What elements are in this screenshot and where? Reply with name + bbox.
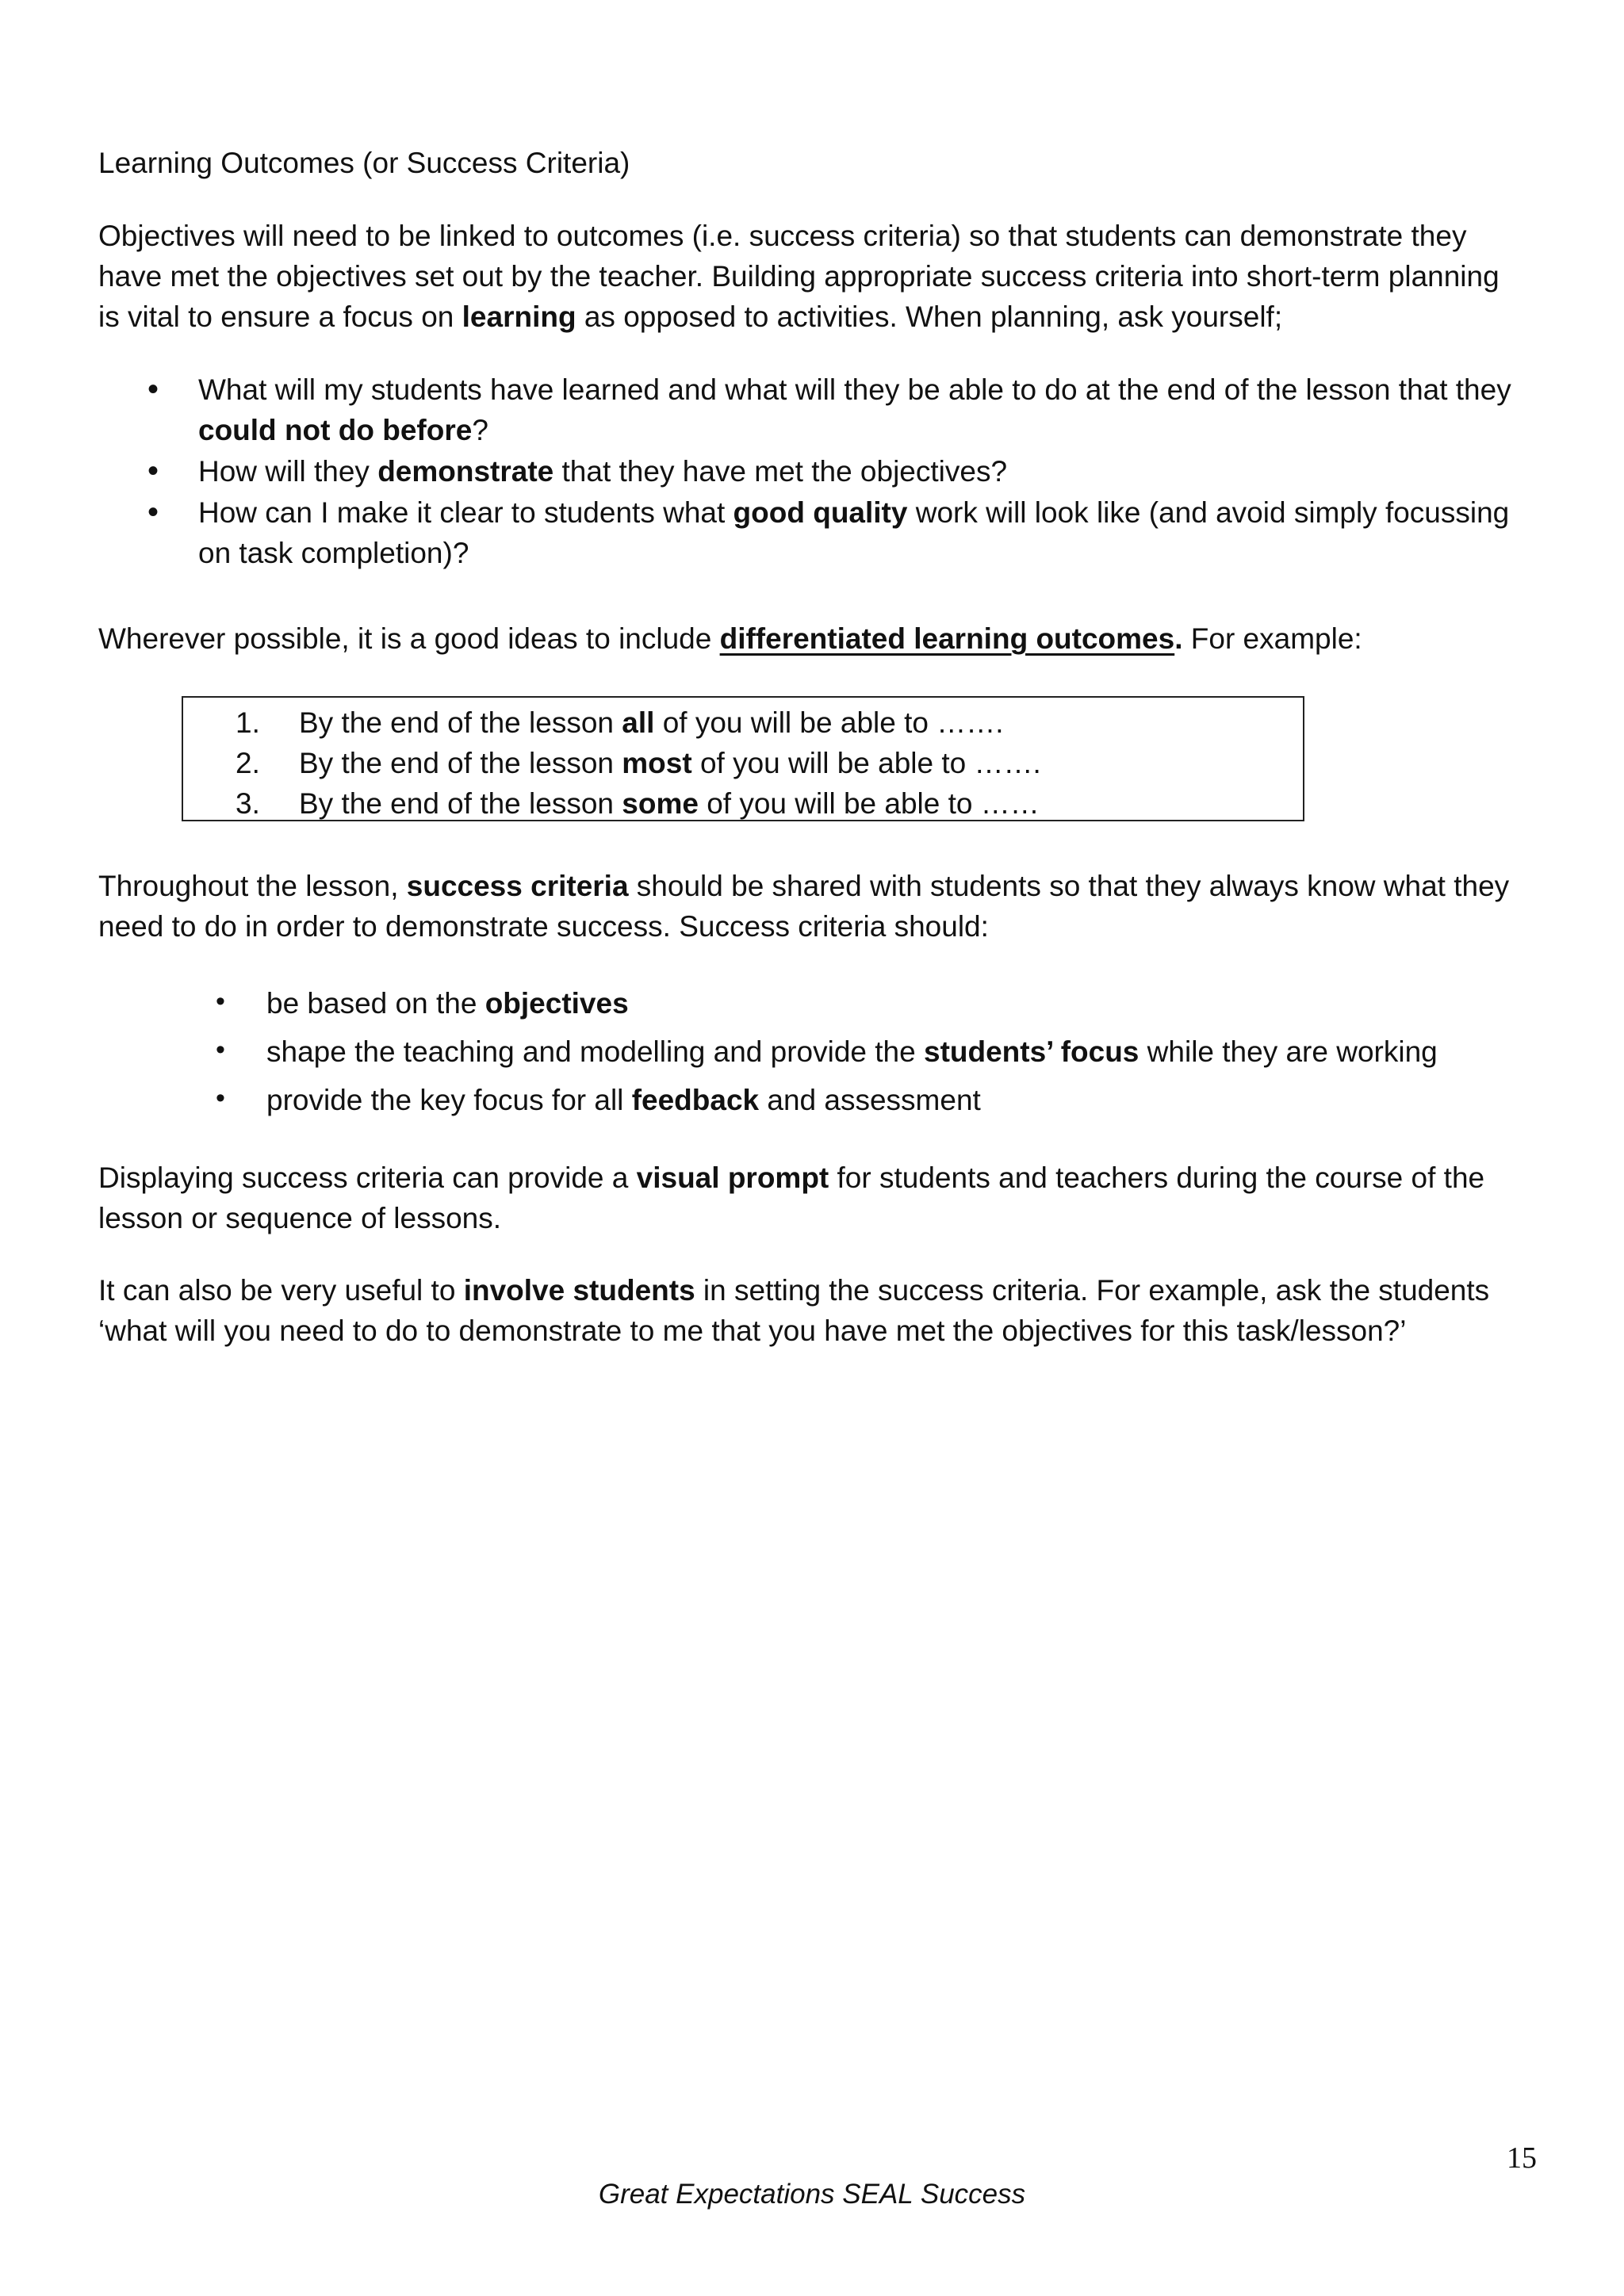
page-footer: Great Expectations SEAL Success bbox=[598, 2179, 1026, 2210]
bullet-icon: • bbox=[147, 453, 159, 488]
section-heading: Learning Outcomes (or Success Criteria) bbox=[98, 147, 630, 179]
bullet-icon: • bbox=[216, 1083, 225, 1113]
planning-questions-list bbox=[98, 369, 1526, 574]
list-item: • shape the teaching and modelling and provide the students’ focus while they are working bbox=[98, 1031, 1526, 1072]
list-item: • What will my students have learned and what will they be able to do at the end of the lesson that they could not do before? bbox=[98, 369, 1526, 450]
list-item: • be based on the objectives bbox=[98, 983, 1526, 1024]
bullet-icon: • bbox=[147, 372, 159, 407]
involve-paragraph: It can also be very useful to involve students in setting the success criteria. For example, ask the students ‘what will you need to do to demonstrate to me that you have met the objectives for this task/lesson?’ bbox=[98, 1274, 1490, 1347]
list-item: 2. By the end of the lesson most of you will be able to ……. bbox=[236, 747, 1041, 779]
intro-paragraph: Objectives will need to be linked to outcomes (i.e. success criteria) so that students can demonstrate they have met the objectives set out by the teacher. Building appropriate success criteria into short-term planning is vital to ensure a focus on learning as opposed to activities. When planning, ask yourself; bbox=[98, 220, 1500, 333]
bullet-icon: • bbox=[147, 495, 159, 530]
list-item: • How can I make it clear to students what good quality work will look like (and avoid simply focussing on task completion)? bbox=[98, 492, 1526, 573]
page-number: 15 bbox=[1507, 2141, 1537, 2175]
criteria-list bbox=[98, 983, 1526, 1128]
list-item: 1. By the end of the lesson all of you will be able to ……. bbox=[236, 706, 1004, 739]
bullet-icon: • bbox=[216, 1035, 225, 1065]
displaying-paragraph: Displaying success criteria can provide a visual prompt for students and teachers during the course of the lesson or sequence of lessons. bbox=[98, 1161, 1485, 1234]
bullet-icon: • bbox=[216, 986, 225, 1016]
list-item: • How will they demonstrate that they have met the objectives? bbox=[98, 451, 1526, 492]
throughout-paragraph: Throughout the lesson, success criteria should be shared with students so that they always know what they need to do in order to demonstrate success. Success criteria should: bbox=[98, 870, 1510, 943]
list-item: 3. By the end of the lesson some of you will be able to …… bbox=[236, 787, 1040, 820]
outcomes-list bbox=[183, 702, 1303, 824]
list-item: • provide the key focus for all feedback and assessment bbox=[98, 1080, 1526, 1120]
differentiated-paragraph: Wherever possible, it is a good ideas to include differentiated learning outcomes. For example: bbox=[98, 622, 1362, 655]
outcomes-box bbox=[182, 696, 1304, 821]
